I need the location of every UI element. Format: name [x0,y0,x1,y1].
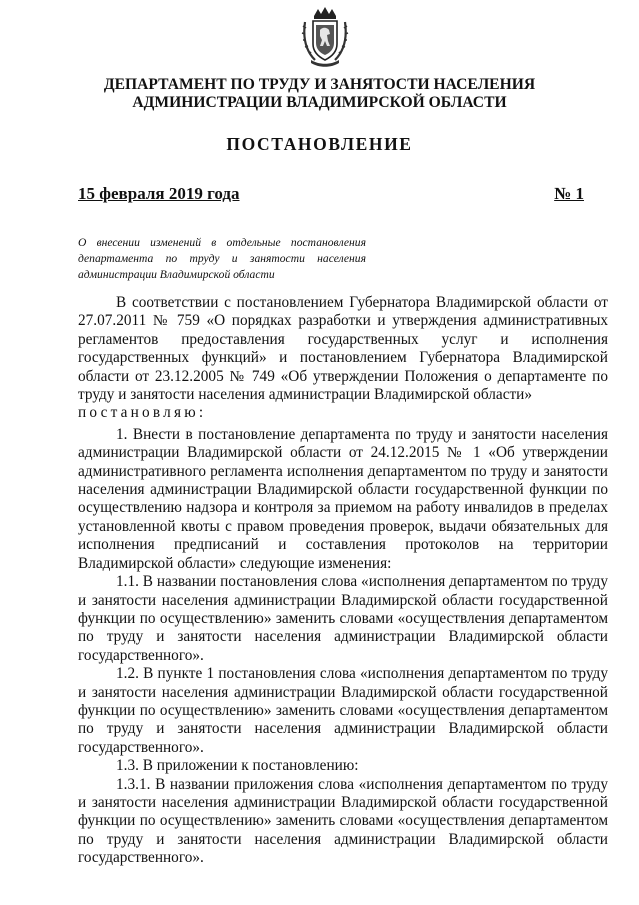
resolve-word: постановляю: [78,404,207,422]
paragraph-1-2: 1.2. В пункте 1 постановления слова «исполнения департаментом по труду и занятости населения администрации Владимирской области государственной функции по осуществлению» заменить словами «осуществления департаментом по труду и занятости населения администрации Владимирской области государственного». [78,665,608,756]
department-line-2: АДМИНИСТРАЦИИ ВЛАДИМИРСКОЙ ОБЛАСТИ [132,94,507,111]
department-line-1: ДЕПАРТАМЕНТ ПО ТРУДУ И ЗАНЯТОСТИ НАСЕЛЕНИЯ [103,76,536,93]
paragraph-1-1: 1.1. В названии постановления слова «исполнения департаментом по труду и занятости населения администрации Владимирской области государственной функции по осуществлению» заменить словами «осуществления департаментом по труду и занятости населения администрации Владимирской области государственного». [78,573,608,664]
coat-of-arms-icon [301,6,349,68]
preamble-paragraph: В соответствии с постановлением Губернатора Владимирской области от 27.07.2011 № 759 «О порядках разработки и утверждения административных регламентов предоставления государственных услуг и исполнения государственных функций» и постановлением Губернатора Владимирской области от 23.12.2005 № 749 «Об утверждении Положения о департаменте по труду и занятости населения администрации Владимирской области» [78,294,608,404]
paragraph-1-3-1: 1.3.1. В названии приложения слова «исполнения департаментом по труду и занятости населения администрации Владимирской области государственной функции по осуществлению» заменить словами «осуществления департаментом по труду и занятости населения администрации Владимирской области государственного». [78,775,608,867]
paragraph-1: 1. Внести в постановление департамента по труду и занятости населения администрации Владимирской области от 24.12.2015 № 1 «Об утверждении административного регламента исполнения департаментом по труду и занятости населения администрации Владимирской области государственной функции по осуществлению надзора и контроля за приемом на работу инвалидов в пределах установленной квоты с правом проведения проверок, выдачи обязательных для исполнения предписаний и составления протоколов на территории Владимирской области» следующие изменения: [78,425,608,572]
document-body [78,294,608,868]
document-type-title: ПОСТАНОВЛЕНИЕ [226,134,413,154]
department-name [0,76,639,112]
document-number: № 1 [554,184,584,203]
document-subject: О внесении изменений в отдельные постановления департамента по труду и занятости населения администрации Владимирской области [78,236,366,281]
paragraph-1-3: 1.3. В приложении к постановлению: [116,757,359,775]
document-date: 15 февраля 2019 года [78,184,240,203]
